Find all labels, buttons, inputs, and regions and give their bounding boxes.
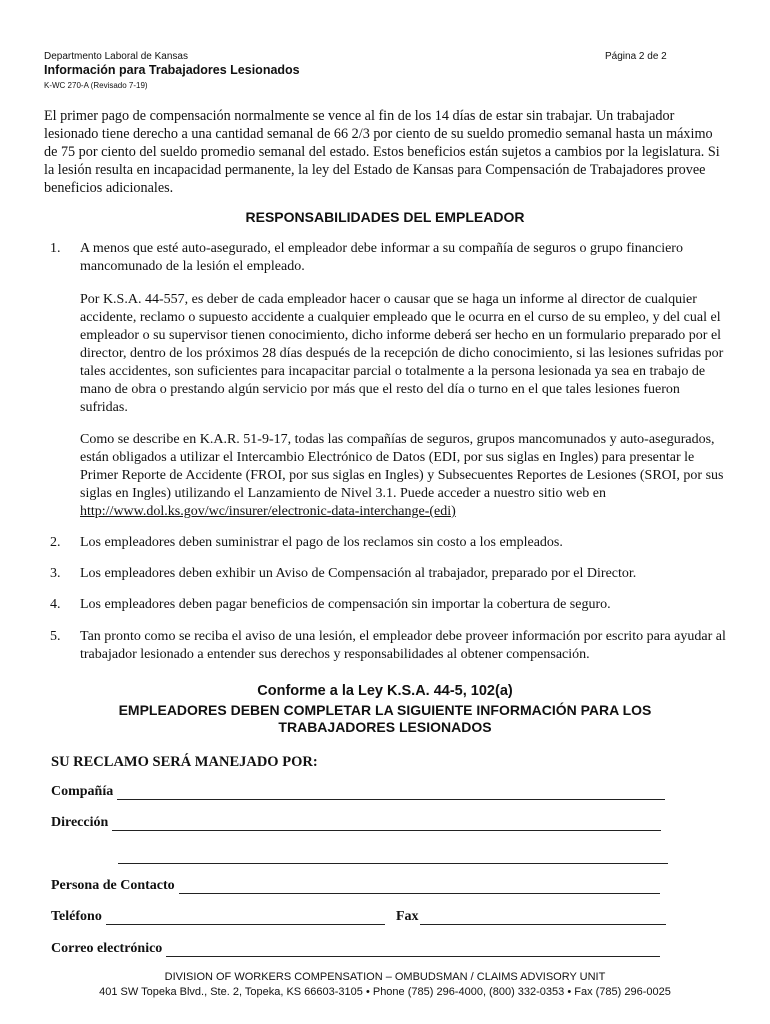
ksa-paragraph: Por K.S.A. 44-557, es deber de cada empleador hacer o causar que se haga un informe al director de cualquier accidente, reclamo o supuesto accidente a cualquier empleado que le ocurra en el curso de su empleo, y del cual el empleador o su supervisor tienen conocimiento, dicho informe deberá ser hecho en un formulario preparado por el director, dentro de los próximos 28 días después de la recepción de dicho conocimiento, si las lesiones sufridas por tales accidentes, son suficientes para incapacitar parcial o totalmente a la persona lesionada ya sea en trabajo de mano de obra o prestando algún servicio por más que el resto del día o turno en el que tales lesiones fueron sufridas. [80, 292, 724, 415]
list-item-text: A menos que esté auto-asegurado, el empleador debe informar a su compañía de seguros o grupo financiero mancomunado de la lesión el empleado. [80, 241, 683, 274]
contact-label: Persona de Contacto [51, 878, 175, 893]
law-heading [0, 683, 770, 736]
address-line2-field [118, 848, 668, 864]
footer-division: DIVISION OF WORKERS COMPENSATION – OMBUDSMAN / CLAIMS ADVISORY UNIT [164, 971, 606, 983]
list-item-text: Los empleadores deben pagar beneficios de compensación sin importar la cobertura de seguro. [80, 597, 611, 612]
list-item-text: Los empleadores deben suministrar el pago de los reclamos sin costo a los empleados. [80, 535, 563, 550]
fax-field [396, 909, 666, 925]
intro-paragraph: El primer pago de compensación normalmente se vence al fin de los 14 días de estar sin trabajar. Un trabajador lesionado tiene derecho a una cantidad semanal de 66 2/3 por ciento de su sueldo promedio semanal hasta un máximo de 75 por ciento del sueldo promedio semanal del estado. Estos beneficios están sujetos a cambios por la legislatura. Si la lesión resulta en incapacidad permanente, la ley del Estado de Kansas para Compensación de Trabajadores provee beneficios adicionales. [44, 108, 720, 196]
email-input-line[interactable] [166, 941, 660, 957]
email-field [51, 941, 660, 957]
fax-input-line[interactable] [420, 909, 666, 925]
kar-paragraph [80, 431, 728, 521]
list-item-number: 4. [50, 597, 61, 612]
law-heading-line3: TRABAJADORES LESIONADOS [278, 719, 492, 735]
list-item-number: 2. [50, 535, 61, 550]
kar-text: Como se describe en K.A.R. 51-9-17, todas las compañías de seguros, grupos mancomunados y auto-asegurados, están obligados a utilizar el Intercambio Electrónico de Datos (EDI, por sus siglas en Ingles) para presentar le Primer Reporte de Accidente (FROI, por sus siglas en Ingles) y Subsecuentes Reportes de Lesiones (SROI, por sus siglas en Ingles) utilizando el Lanzamiento de Nivel 3.1. Puede acceder a nuestro sitio web en [80, 432, 724, 501]
phone-label: Teléfono [51, 909, 102, 924]
page-number: Página 2 de 2 [605, 51, 667, 62]
footer [0, 970, 770, 1000]
department-name: Departmento Laboral de Kansas [44, 51, 188, 62]
fax-label: Fax [396, 909, 419, 924]
contact-field [51, 878, 660, 894]
email-label: Correo electrónico [51, 941, 163, 956]
list-item-number: 5. [50, 629, 61, 644]
address-label: Dirección [51, 815, 109, 830]
contact-input-line[interactable] [179, 878, 660, 894]
document-title: Información para Trabajadores Lesionados [44, 63, 300, 77]
list-item-text: Los empleadores deben exhibir un Aviso de Compensación al trabajador, preparado por el Director. [80, 566, 637, 581]
dol-website-link[interactable]: http://www.dol.ks.gov/wc/insurer/electronic-data-interchange-(edi) [80, 504, 456, 519]
law-heading-line2: EMPLEADORES DEBEN COMPLETAR LA SIGUIENTE INFORMACIÓN PARA LOS [118, 702, 652, 718]
list-item-number: 1. [50, 241, 61, 256]
footer-address: 401 SW Topeka Blvd., Ste. 2, Topeka, KS 66603-3105 • Phone (785) 296-4000, (800) 332-0353 • Fax (785) 296-0025 [99, 986, 671, 998]
company-field [51, 784, 665, 800]
section-heading: RESPONSABILIDADES DEL EMPLEADOR [245, 209, 525, 225]
phone-field [51, 909, 385, 925]
company-label: Compañía [51, 784, 114, 799]
list-item-text: Tan pronto como se reciba el aviso de una lesión, el empleador debe proveer información por escrito para ayudar al trabajador lesionado a entender sus derechos y responsabilidades al obtener compensación. [80, 629, 726, 662]
address-input-line[interactable] [112, 815, 661, 831]
list-item-number: 3. [50, 566, 61, 581]
law-heading-line1: Conforme a la Ley K.S.A. 44-5, 102(a) [257, 683, 513, 699]
form-id: K-WC 270-A (Revisado 7-19) [44, 81, 148, 90]
address-field [51, 815, 661, 831]
address-line2-input-line[interactable] [118, 848, 668, 864]
phone-input-line[interactable] [106, 909, 385, 925]
company-input-line[interactable] [117, 784, 665, 800]
handled-by-heading: SU RECLAMO SERÁ MANEJADO POR: [51, 754, 318, 770]
